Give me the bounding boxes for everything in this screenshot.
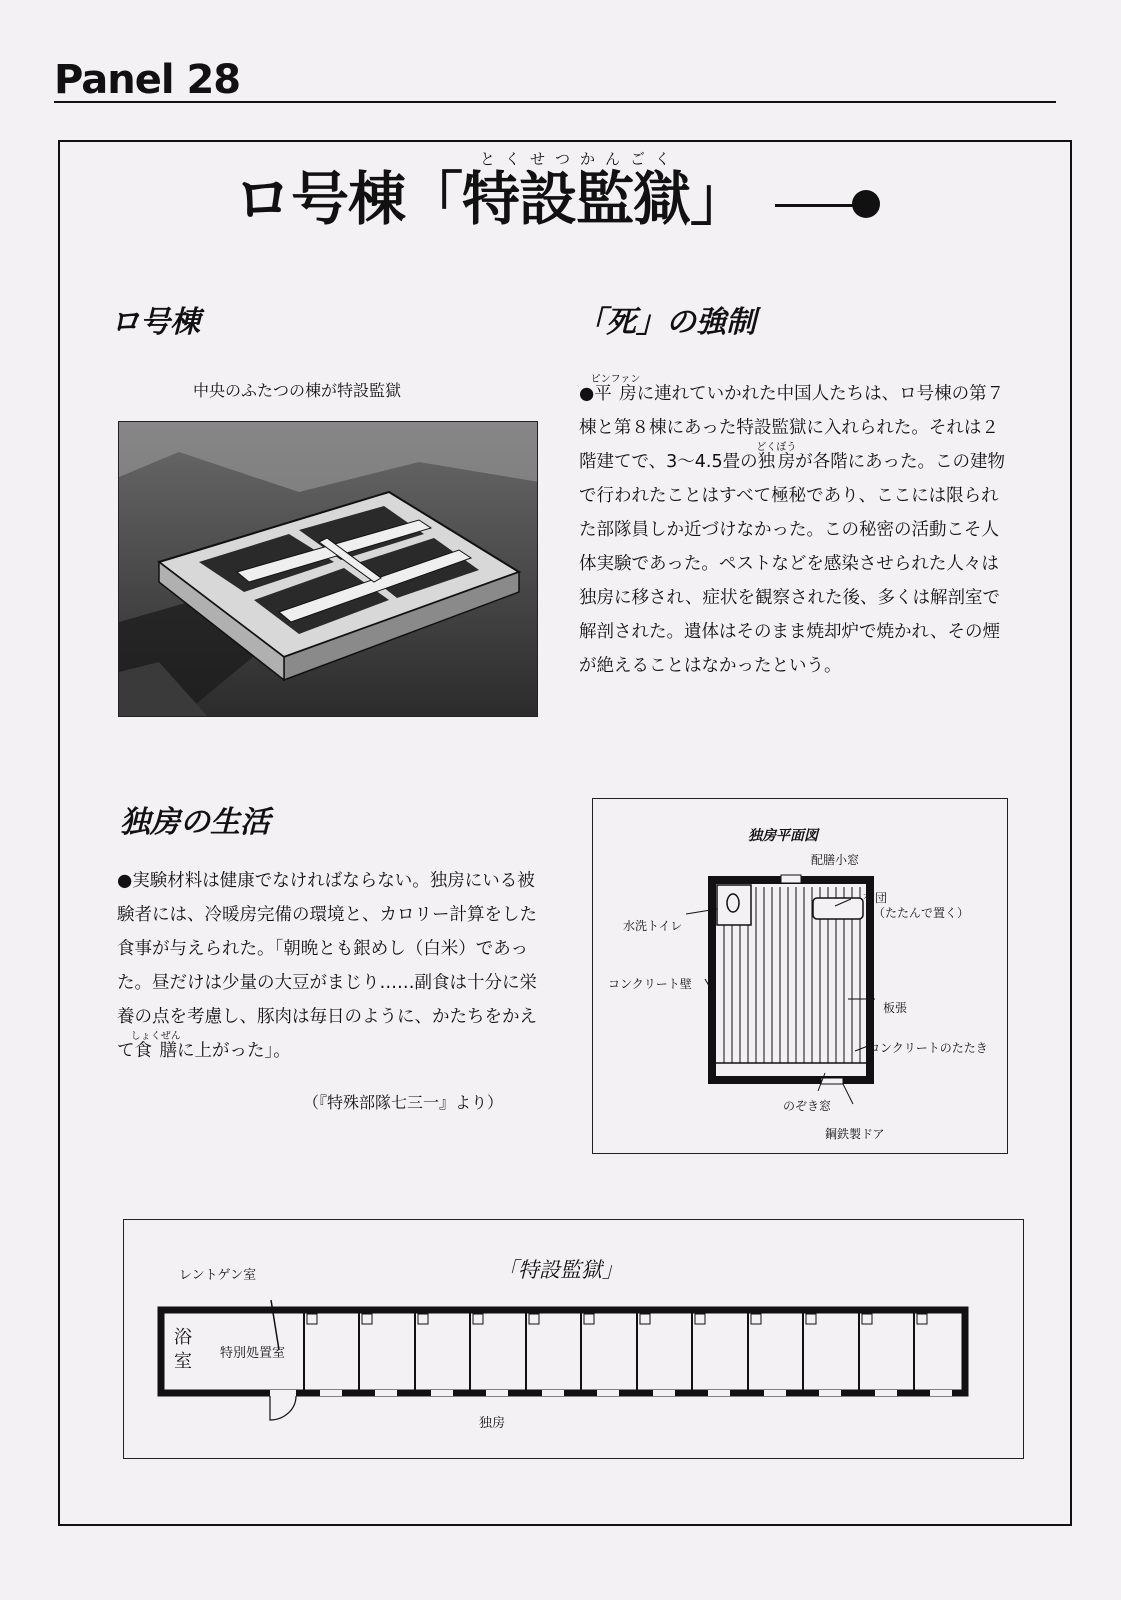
heading-building: ロ号棟: [110, 305, 200, 340]
bullet: ●: [579, 384, 595, 404]
label-cells: 独房: [479, 1416, 506, 1431]
label-bath-2: 室: [174, 1351, 192, 1372]
label-peep-window: のぞき窓: [783, 1099, 832, 1113]
ruby-pingfang: ピンファン: [590, 374, 641, 385]
header-rule: [54, 101, 1056, 103]
death-text-2: が各階にあった。この建物で行われたことはすべて極秘であり、ここには限られた部隊員しか近づけなかった。この秘密の活動こそ人体実験であった。ペストなどを感染させられた人々は独房に移され、症状を観察された後、多くは解剖室で解剖された。遺体はそのまま焼却炉で焼かれ、その煙が絶えることはなかったという。: [579, 452, 1005, 676]
label-board-floor: 板張: [883, 1001, 908, 1015]
term-dokubou: 独房: [756, 452, 797, 472]
prison-plan: [123, 1219, 1024, 1459]
label-bath-1: 浴: [174, 1327, 192, 1348]
label-futon-note: （たたんで置く）: [873, 906, 970, 920]
term-pingfang: 平房: [590, 384, 641, 404]
term-shokuzen: 食膳: [130, 1041, 181, 1061]
heading-forced-death: 「死」の強制: [576, 305, 756, 340]
life-paragraph: [117, 864, 539, 1068]
floorplan-title: 独房平面図: [748, 828, 818, 844]
panel-number: Panel 28: [54, 57, 241, 103]
aerial-photo-prison-buildings-icon: [119, 422, 538, 717]
label-concrete-floor: コンクリートのたたき: [868, 1041, 988, 1055]
title-rule: [775, 204, 859, 207]
label-concrete-wall: コンクリート壁: [608, 977, 692, 991]
title-ruby: とくせつかんごく: [480, 150, 681, 168]
death-paragraph: [579, 374, 1011, 683]
cell-floorplan: [592, 798, 1008, 1154]
death-text-1: に連れていかれた中国人たちは、ロ号棟の第７棟と第８棟にあった特設監獄に入れられた。それは２階建てで、3～4.5畳の: [579, 384, 1005, 472]
ruby-shokuzen: しょくぜん: [130, 1031, 181, 1042]
source-citation: （『特殊部隊七三一』より）: [303, 1093, 504, 1112]
label-serving-window: 配膳小窓: [811, 853, 860, 867]
prison-plan-title: 「特設監獄」: [497, 1258, 623, 1282]
page-title: ロ号棟「特設監獄」: [234, 165, 748, 233]
life-text-1: ●実験材料は健康でなければならない。独房にいる被験者には、冷暖房完備の環境と、カロリー計算をした食事が与えられた。「朝晩とも銀めし（白米）であった。昼だけは少量の大豆がまじり……副食は十分に栄養の点を考慮し、豚肉は毎日のように、かたちをかえて: [117, 871, 537, 1061]
life-text-2: に上がった」。: [177, 1041, 291, 1061]
label-futon: 布団: [863, 891, 888, 905]
aerial-photo: [118, 421, 538, 717]
label-xray-room: レントゲン室: [179, 1268, 257, 1283]
label-special-room: 特別処置室: [220, 1346, 286, 1361]
photo-caption: 中央のふたつの棟が特設監獄: [193, 381, 402, 400]
prison-plan-drawing: [124, 1220, 1025, 1460]
label-toilet: 水洗トイレ: [623, 919, 683, 933]
label-steel-door: 鋼鉄製ドア: [825, 1127, 885, 1141]
ruby-dokubou: どくぼう: [756, 442, 797, 453]
title-bullet-dot: [852, 190, 880, 218]
heading-cell-life: 独房の生活: [120, 805, 270, 840]
